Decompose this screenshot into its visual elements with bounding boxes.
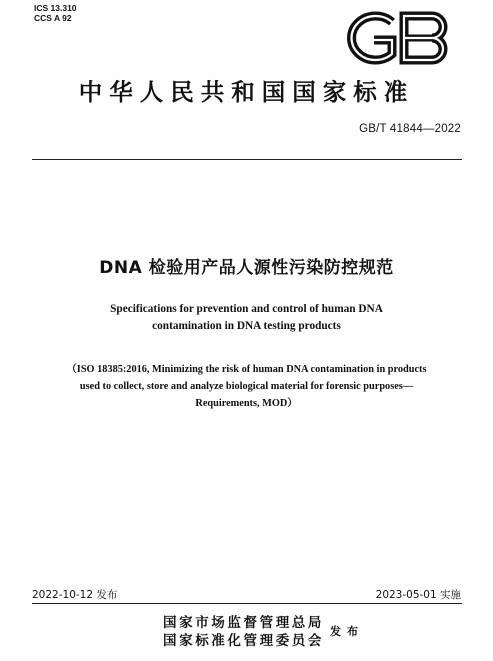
issue-label: 发布 bbox=[330, 625, 364, 638]
implementation-date: 2023-05-01 实施 bbox=[375, 589, 461, 601]
bottom-divider bbox=[32, 603, 462, 604]
english-title-line-1: Specifications for prevention and control of human DNA bbox=[110, 303, 383, 315]
issuer-line-2: 国家标准化管理委员会 bbox=[163, 633, 324, 649]
issuer-line-1: 国家市场监督管理总局 bbox=[163, 615, 324, 631]
iso-reference-line-1: （ISO 18385:2016, Minimizing the risk of human DNA contamination in products bbox=[66, 364, 427, 375]
standard-number: GB/T 41844—2022 bbox=[359, 123, 461, 135]
english-title-line-2: contamination in DNA testing products bbox=[152, 320, 341, 332]
ics-code: ICS 13.310 bbox=[34, 3, 77, 13]
iso-reference-line-3: Requirements, MOD） bbox=[195, 398, 298, 409]
chinese-title: DNA 检验用产品人源性污染防控规范 bbox=[99, 258, 394, 278]
standard-type-title: 中华人民共和国国家标准 bbox=[78, 78, 415, 106]
issue-date: 2022-10-12 发布 bbox=[32, 589, 118, 601]
ccs-code: CCS A 92 bbox=[34, 13, 72, 23]
gb-logo bbox=[340, 10, 458, 66]
top-divider bbox=[32, 159, 462, 160]
iso-reference-line-2: used to collect, store and analyze biological material for forensic purposes— bbox=[79, 381, 414, 392]
